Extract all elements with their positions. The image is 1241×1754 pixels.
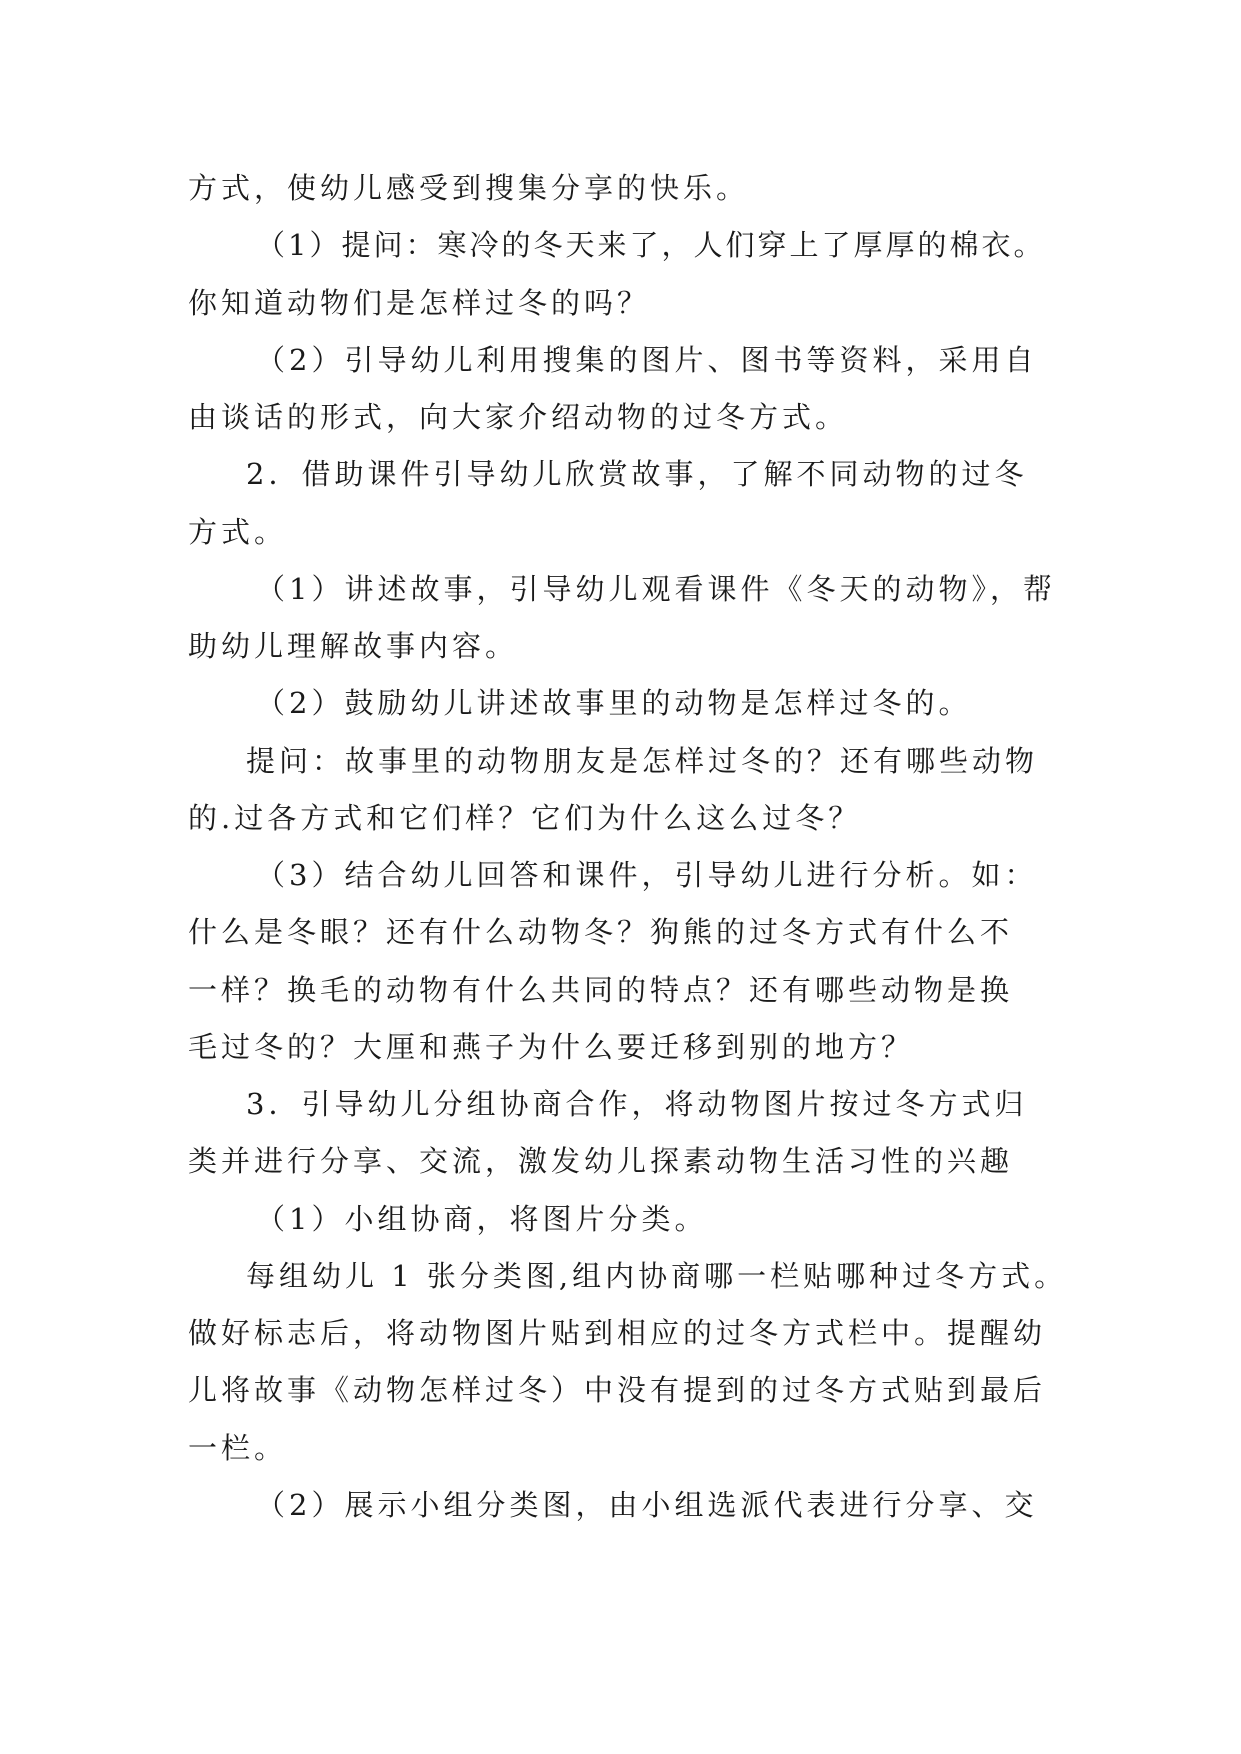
text-line: （1）讲述故事，引导幼儿观看课件《冬天的动物》，帮 bbox=[256, 572, 1056, 606]
text-line: 提问：故事里的动物朋友是怎样过冬的？还有哪些动物 bbox=[246, 744, 1039, 778]
text-line: 一样？换毛的动物有什么共同的特点？还有哪些动物是换 bbox=[188, 973, 1014, 1007]
text-line: （1）小组协商，将图片分类。 bbox=[256, 1202, 708, 1236]
text-line: （2）展示小组分类图，由小组选派代表进行分享、交 bbox=[256, 1488, 1038, 1522]
text-line: （2）鼓励幼儿讲述故事里的动物是怎样过冬的。 bbox=[256, 686, 972, 720]
text-line: 方式。 bbox=[188, 515, 288, 549]
text-line: 做好标志后，将动物图片贴到相应的过冬方式栏中。提醒幼 bbox=[188, 1316, 1047, 1350]
text-line: 类并进行分享、交流，激发幼儿探素动物生活习性的兴趣 bbox=[188, 1144, 1014, 1178]
text-line: 每组幼儿 1 张分类图,组内协商哪一栏贴哪种过冬方式。 bbox=[246, 1259, 1068, 1293]
text-line: 什么是冬眼？还有什么动物冬？狗熊的过冬方式有什么不 bbox=[188, 915, 1014, 949]
text-line: 儿将故事《动物怎样过冬）中没有提到的过冬方式贴到最后 bbox=[188, 1373, 1047, 1407]
text-line: 一栏。 bbox=[188, 1431, 288, 1465]
text-line: 的.过各方式和它们样？它们为什么这么过冬？ bbox=[188, 801, 862, 835]
text-line: 你知道动物们是怎样过冬的吗？ bbox=[188, 286, 651, 320]
text-line: 助幼儿理解故事内容。 bbox=[188, 629, 519, 663]
text-line: 毛过冬的？大厘和燕子为什么要迁移到别的地方？ bbox=[188, 1030, 915, 1064]
text-line: 3．引导幼儿分组协商合作，将动物图片按过冬方式归 bbox=[246, 1087, 1028, 1121]
text-line: （3）结合幼儿回答和课件，引导幼儿进行分析。如： bbox=[256, 858, 1038, 892]
text-line: 2．借助课件引导幼儿欣赏故事，了解不同动物的过冬 bbox=[246, 457, 1028, 491]
text-line: 由谈话的形式，向大家介绍动物的过冬方式。 bbox=[188, 400, 849, 434]
text-line: （1）提问：寒冷的冬天来了，人们穿上了厚厚的棉衣。 bbox=[256, 228, 1046, 262]
text-line: （2）引导幼儿利用搜集的图片、图书等资料，采用自 bbox=[256, 343, 1038, 377]
text-line: 方式，使幼儿感受到搜集分享的快乐。 bbox=[188, 171, 750, 205]
